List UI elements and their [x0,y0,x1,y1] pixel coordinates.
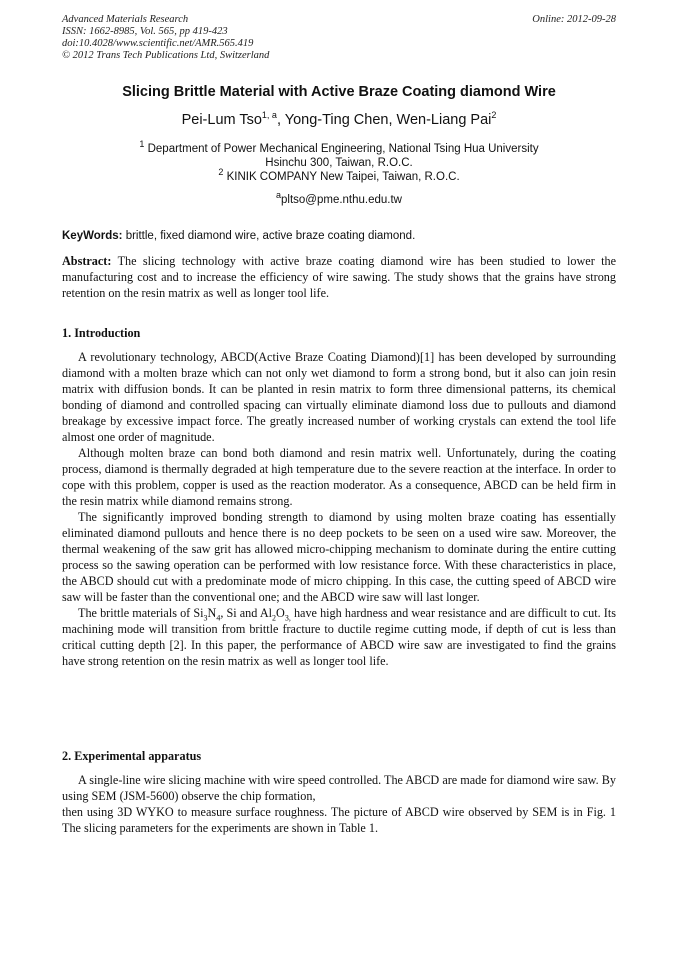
online-date: Online: 2012-09-28 [532,14,616,25]
journal-copyright: © 2012 Trans Tech Publications Ltd, Switzerland [62,50,270,61]
author-affiliation-mark: 1, a [261,110,277,121]
affiliation-2: $^2$ KINIK COMPANY New Taipei, Taiwan, R.O.C. [218,167,460,183]
paragraph: then using 3D WYKO to measure surface roughness. The picture of ABCD wire observed by SEM is in Fig. 1 The slicing parameters for the experiments are shown in Table 1. [62,805,616,835]
author-list: Pei-Lum Tso$^{1, a}$, Yong-Ting Chen, Wen-Liang Pai$^2$ [181,110,497,128]
paragraph: A single-line wire slicing machine with wire speed controlled. The ABCD are made for diamond wire saw. By using SEM (JSM-5600) observe the chip formation, [62,773,616,803]
paper-title: Slicing Brittle Material with Active Braze Coating diamond Wire [122,84,556,100]
journal-name: Advanced Materials Research [62,14,189,25]
affiliations [62,139,616,184]
section-heading-introduction: 1. Introduction [62,326,141,340]
abstract-label: Abstract: [62,254,112,268]
section-heading-experimental: 2. Experimental apparatus [62,749,202,763]
keywords-label: KeyWords: [62,230,123,242]
author-affiliation-mark: 2 [491,110,497,121]
journal-issn: ISSN: 1662-8985, Vol. 565, pp 419-423 [62,26,228,37]
abstract-text: The slicing technology with active braze coating diamond wire has been studied to lower the manufacturing cost and to increase the efficiency of wire sawing. The study shows that the grains have strong retention on the resin matrix as well as longer tool life. [62,254,617,300]
introduction-body [62,349,616,669]
corresponding-email: $^a$pltso@pme.nthu.edu.tw [275,190,402,206]
keywords [62,230,616,242]
journal-header [62,14,616,62]
paragraph: Although molten braze can bond both diamond and resin matrix well. Unfortunately, during the coating process, diamond is thermally degraded at high temperature due to the severe reaction at the interface. In order to cope with this problem, copper is used as the reaction moderator. As a consequence, ABCD can be held firm in the resin matrix while diamond remains strong. [62,446,616,508]
author-name: Yong-Ting Chen [284,112,389,128]
journal-doi: doi:10.4028/www.scientific.net/AMR.565.419 [62,38,254,49]
keywords-text: brittle, fixed diamond wire, active braze coating diamond. [125,230,416,242]
paragraph: A revolutionary technology, ABCD(Active Braze Coating Diamond)[1] has been developed by surrounding diamond with a molten braze which can not only wet diamond to form a strong bond, but it also can join resin matrix with diffusion bonds. It can be planted in resin matrix to form three dimensional patterns, its chemical bonding of diamond and controlled spacing can virtually eliminate diamond loss due to pullouts and diamond breakage by excessive impact force. The greatly increased number of working crystals can extend the tool life almost one order of magnitude. [62,350,616,444]
affiliation-1: $^1$ Department of Power Mechanical Engineering, National Tsing Hua University [139,139,539,155]
author-name: Pei-Lum Tso [181,112,262,128]
paragraph: The significantly improved bonding strength to diamond by using molten braze coating has essentially eliminated diamond pullouts and hence there is no deep pockets to be seen on a used wire saw. Moreover, the thermal weakening of the saw grit has allowed micro-chipping mechanism to dominate during the entire cutting process so the sawing operation can be performed with low resistance force. With these characteristics in place, the ABCD should cut with a predominate mode of micro chipping. In this case, the cutting speed of ABCD wire saw will be faster than the conventional one; and the ABCD wire saw will last longer. [62,510,616,604]
author-name: Wen-Liang Pai [396,112,492,128]
paragraph: The brittle materials of $Si_3N_4$, Si and $Al_2O_{3,}$ have high hardness and wear resistance and are difficult to cut. Its machining mode will transition from brittle fracture to ductile regime cutting mode, if depth of cut is less than critical cutting depth [2]. In this paper, the performance of ABCD wire saw are investigated to find the grains have strong retention on the resin matrix as well as longer tool life. [62,606,616,668]
affiliation-1-city: Hsinchu 300, Taiwan, R.O.C. [265,157,413,169]
abstract [62,253,616,301]
email-address: pltso@pme.nthu.edu.tw [281,194,402,206]
experimental-body [62,772,616,836]
